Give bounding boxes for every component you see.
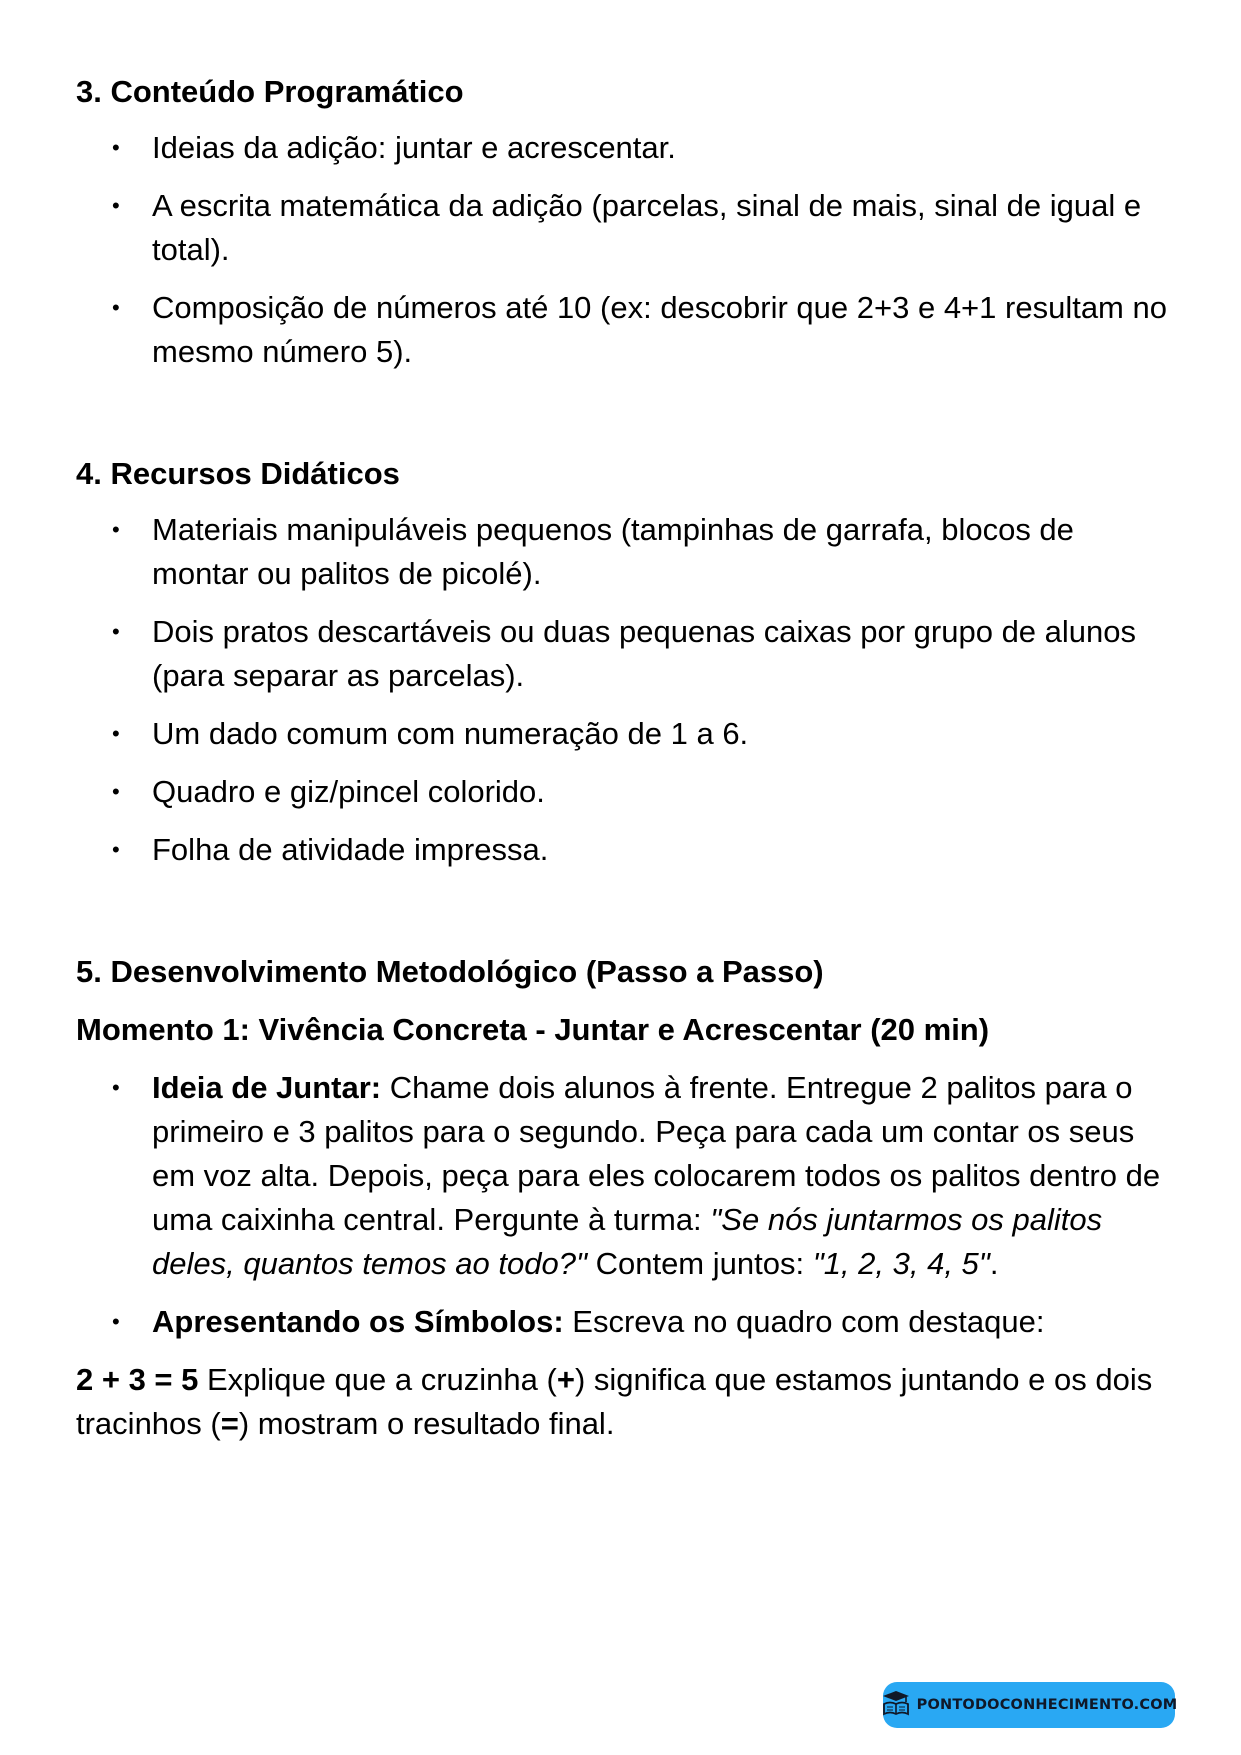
section-5-list: [76, 1066, 1176, 1344]
explanation-paragraph: 2 + 3 = 5 Explique que a cruzinha (+) significa que estamos juntando e os dois tracinhos (=) mostram o resultado final.: [76, 1362, 1153, 1441]
section-4-list: [76, 508, 1176, 872]
book-graduation-icon: [881, 1690, 911, 1720]
list-item: • Composição de números até 10 (ex: descobrir que 2+3 e 4+1 resultam no mesmo número 5).: [76, 286, 1176, 374]
section-4-title: 4. Recursos Didáticos: [76, 456, 400, 491]
list-item: • Dois pratos descartáveis ou duas pequenas caixas por grupo de alunos (para separar as parcelas).: [76, 610, 1176, 698]
list-item: • Quadro e giz/pincel colorido.: [76, 770, 1176, 814]
item-label: Apresentando os Símbolos:: [152, 1304, 564, 1339]
bullet: •: [112, 721, 120, 746]
list-item: • Apresentando os Símbolos: Escreva no quadro com destaque:: [76, 1300, 1176, 1344]
bullet: •: [112, 1075, 120, 1100]
list-item: • Ideias da adição: juntar e acrescentar.: [76, 126, 1176, 170]
list-item: • Ideia de Juntar: Chame dois alunos à frente. Entregue 2 palitos para o primeiro e 3 palitos para o segundo. Peça para cada um contar os seus em voz alta. Depois, peça para eles colocarem todos os palitos dentro de uma caixinha central. Pergunte à turma: "Se nós juntarmos os palitos deles, quantos temos ao todo?" Contem juntos: "1, 2, 3, 4, 5".: [76, 1066, 1176, 1286]
bullet: •: [112, 619, 120, 644]
bullet: •: [112, 135, 120, 160]
equation: 2 + 3 = 5: [76, 1362, 199, 1397]
list-item: • Um dado comum com numeração de 1 a 6.: [76, 712, 1176, 756]
bullet: •: [112, 837, 120, 862]
bullet: •: [112, 295, 120, 320]
equals-symbol: =: [220, 1406, 239, 1441]
list-item: • Materiais manipuláveis pequenos (tampinhas de garrafa, blocos de montar ou palitos de picolé).: [76, 508, 1176, 596]
plus-symbol: +: [556, 1362, 575, 1397]
quote: "1, 2, 3, 4, 5": [812, 1246, 990, 1281]
document-page: [76, 70, 1176, 1446]
item-label: Ideia de Juntar:: [152, 1070, 382, 1105]
quote: "Se nós juntarmos os palitos deles, quantos temos ao todo?": [152, 1202, 1103, 1281]
section-5-title: 5. Desenvolvimento Metodológico (Passo a Passo): [76, 954, 824, 989]
moment-1-title: Momento 1: Vivência Concreta - Juntar e Acrescentar (20 min): [76, 1012, 990, 1047]
list-item: • Folha de atividade impressa.: [76, 828, 1176, 872]
section-3-list: [76, 126, 1176, 374]
badge-text: PONTODOCONHECIMENTO.COM: [916, 1697, 1178, 1713]
list-item: • A escrita matemática da adição (parcelas, sinal de mais, sinal de igual e total).: [76, 184, 1176, 272]
bullet: •: [112, 517, 120, 542]
site-badge[interactable]: [883, 1682, 1178, 1728]
bullet: •: [112, 779, 120, 804]
bullet: •: [112, 1309, 120, 1334]
bullet: •: [112, 193, 120, 218]
section-3-title: 3. Conteúdo Programático: [76, 74, 464, 109]
